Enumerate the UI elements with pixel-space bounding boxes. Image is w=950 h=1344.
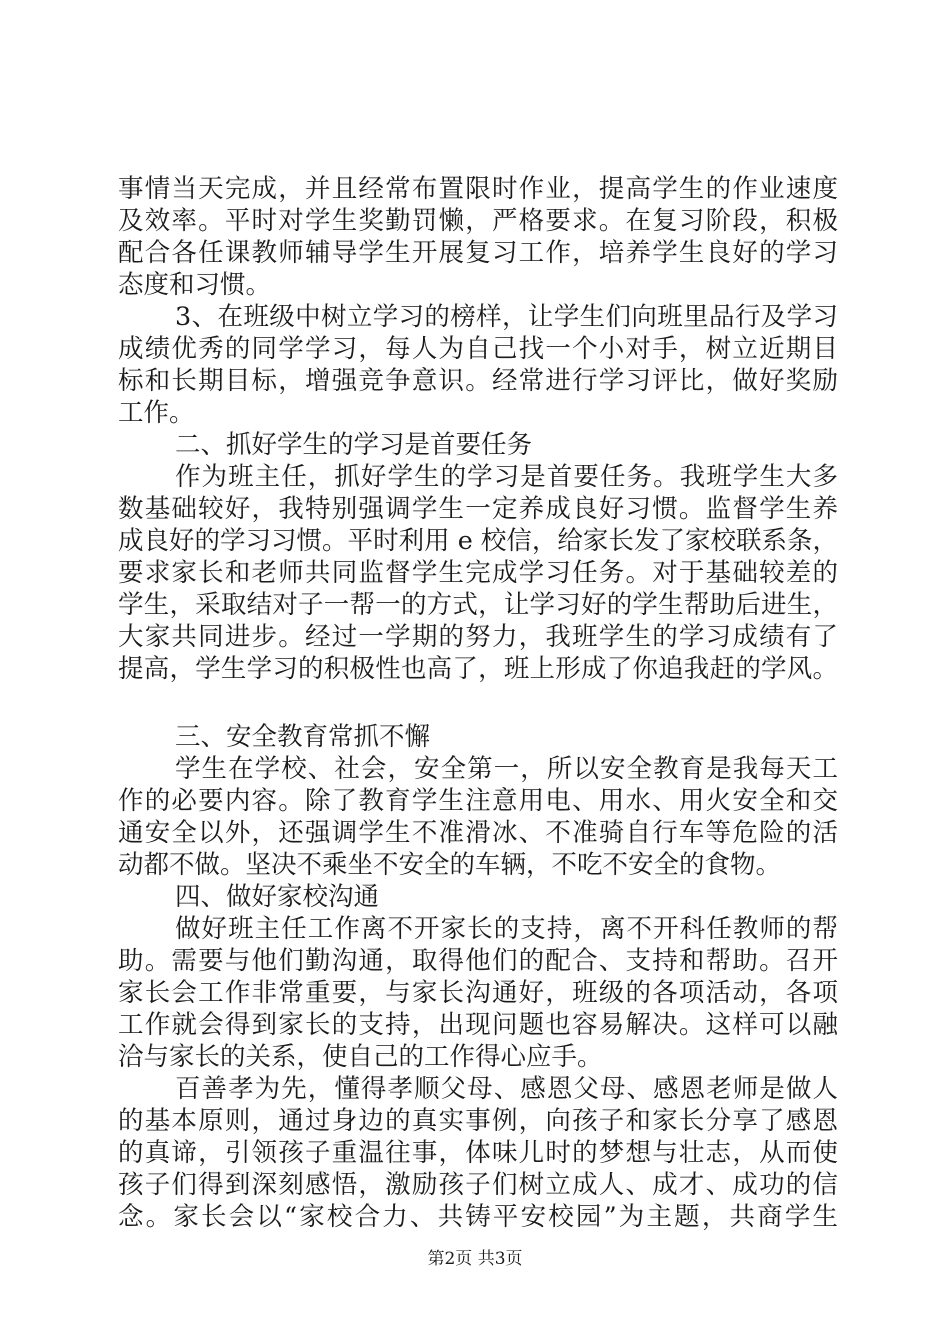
section-heading: 三、安全教育常抓不懈 <box>175 722 431 752</box>
text-line: 成良好的学习习惯。平时利用 e 校信，给家长发了家校联系条， <box>118 526 838 556</box>
text-line: 工作就会得到家长的支持，出现问题也容易解决。这样可以融 <box>118 1010 838 1040</box>
text-line: 标和长期目标，增强竞争意识。经常进行学习评比，做好奖励 <box>118 366 838 396</box>
text-line: 的基本原则，通过身边的真实事例，向孩子和家长分享了感恩 <box>118 1106 838 1136</box>
text-line: 念。家长会以“家校合力、共铸平安校园”为主题，共商学生 <box>118 1202 838 1232</box>
page-footer: 第2页 共3页 <box>427 1249 523 1269</box>
text-line: 家长会工作非常重要，与家长沟通好，班级的各项活动，各项 <box>118 978 838 1008</box>
text-line: 成绩优秀的同学学习，每人为自己找一个小对手，树立近期目 <box>118 334 838 364</box>
blank-line <box>118 685 838 721</box>
text-line: 的真谛，引领孩子重温往事，体味儿时的梦想与壮志，从而使 <box>118 1138 838 1168</box>
section-heading: 二、抓好学生的学习是首要任务 <box>175 430 533 460</box>
text-line: 通安全以外，还强调学生不准滑冰、不准骑自行车等危险的活 <box>118 818 838 848</box>
text-line: 事情当天完成，并且经常布置限时作业，提高学生的作业速度 <box>118 174 838 204</box>
text-line: 动都不做。坚决不乘坐不安全的车辆，不吃不安全的食物。 <box>118 850 782 880</box>
text-line: 大家共同进步。经过一学期的努力，我班学生的学习成绩有了 <box>118 622 838 652</box>
text-line: 作的必要内容。除了教育学生注意用电、用水、用火安全和交 <box>118 786 838 816</box>
text-line: 要求家长和老师共同监督学生完成学习任务。对于基础较差的 <box>118 558 838 588</box>
text-line: 洽与家长的关系，使自己的工作得心应手。 <box>118 1042 603 1072</box>
text-line: 工作。 <box>118 398 195 428</box>
text-line: 态度和习惯。 <box>118 270 272 300</box>
text-line: 配合各任课教师辅导学生开展复习工作，培养学生良好的学习 <box>118 238 838 268</box>
paragraph-start-line: 学生在学校、社会，安全第一，所以安全教育是我每天工 <box>175 754 838 784</box>
paragraph-start-line: 百善孝为先，懂得孝顺父母、感恩父母、感恩老师是做人 <box>175 1074 838 1104</box>
text-line: 助。需要与他们勤沟通，取得他们的配合、支持和帮助。召开 <box>118 946 838 976</box>
section-heading: 四、做好家校沟通 <box>175 882 380 912</box>
paragraph-start-line: 3、在班级中树立学习的榜样，让学生们向班里品行及学习 <box>175 302 838 332</box>
paragraph-start-line: 做好班主任工作离不开家长的支持，离不开科任教师的帮 <box>175 914 838 944</box>
text-line: 及效率。平时对学生奖勤罚懒，严格要求。在复习阶段，积极 <box>118 206 838 236</box>
text-line: 孩子们得到深刻感悟，激励孩子们树立成人、成才、成功的信 <box>118 1170 838 1200</box>
text-line: 数基础较好，我特别强调学生一定养成良好习惯。监督学生养 <box>118 494 838 524</box>
text-line: 提高，学生学习的积极性也高了，班上形成了你追我赶的学风。 <box>118 654 838 684</box>
document-body <box>118 173 838 1233</box>
paragraph-start-line: 作为班主任，抓好学生的学习是首要任务。我班学生大多 <box>175 462 838 492</box>
text-line: 学生，采取结对子一帮一的方式，让学习好的学生帮助后进生， <box>118 590 838 620</box>
